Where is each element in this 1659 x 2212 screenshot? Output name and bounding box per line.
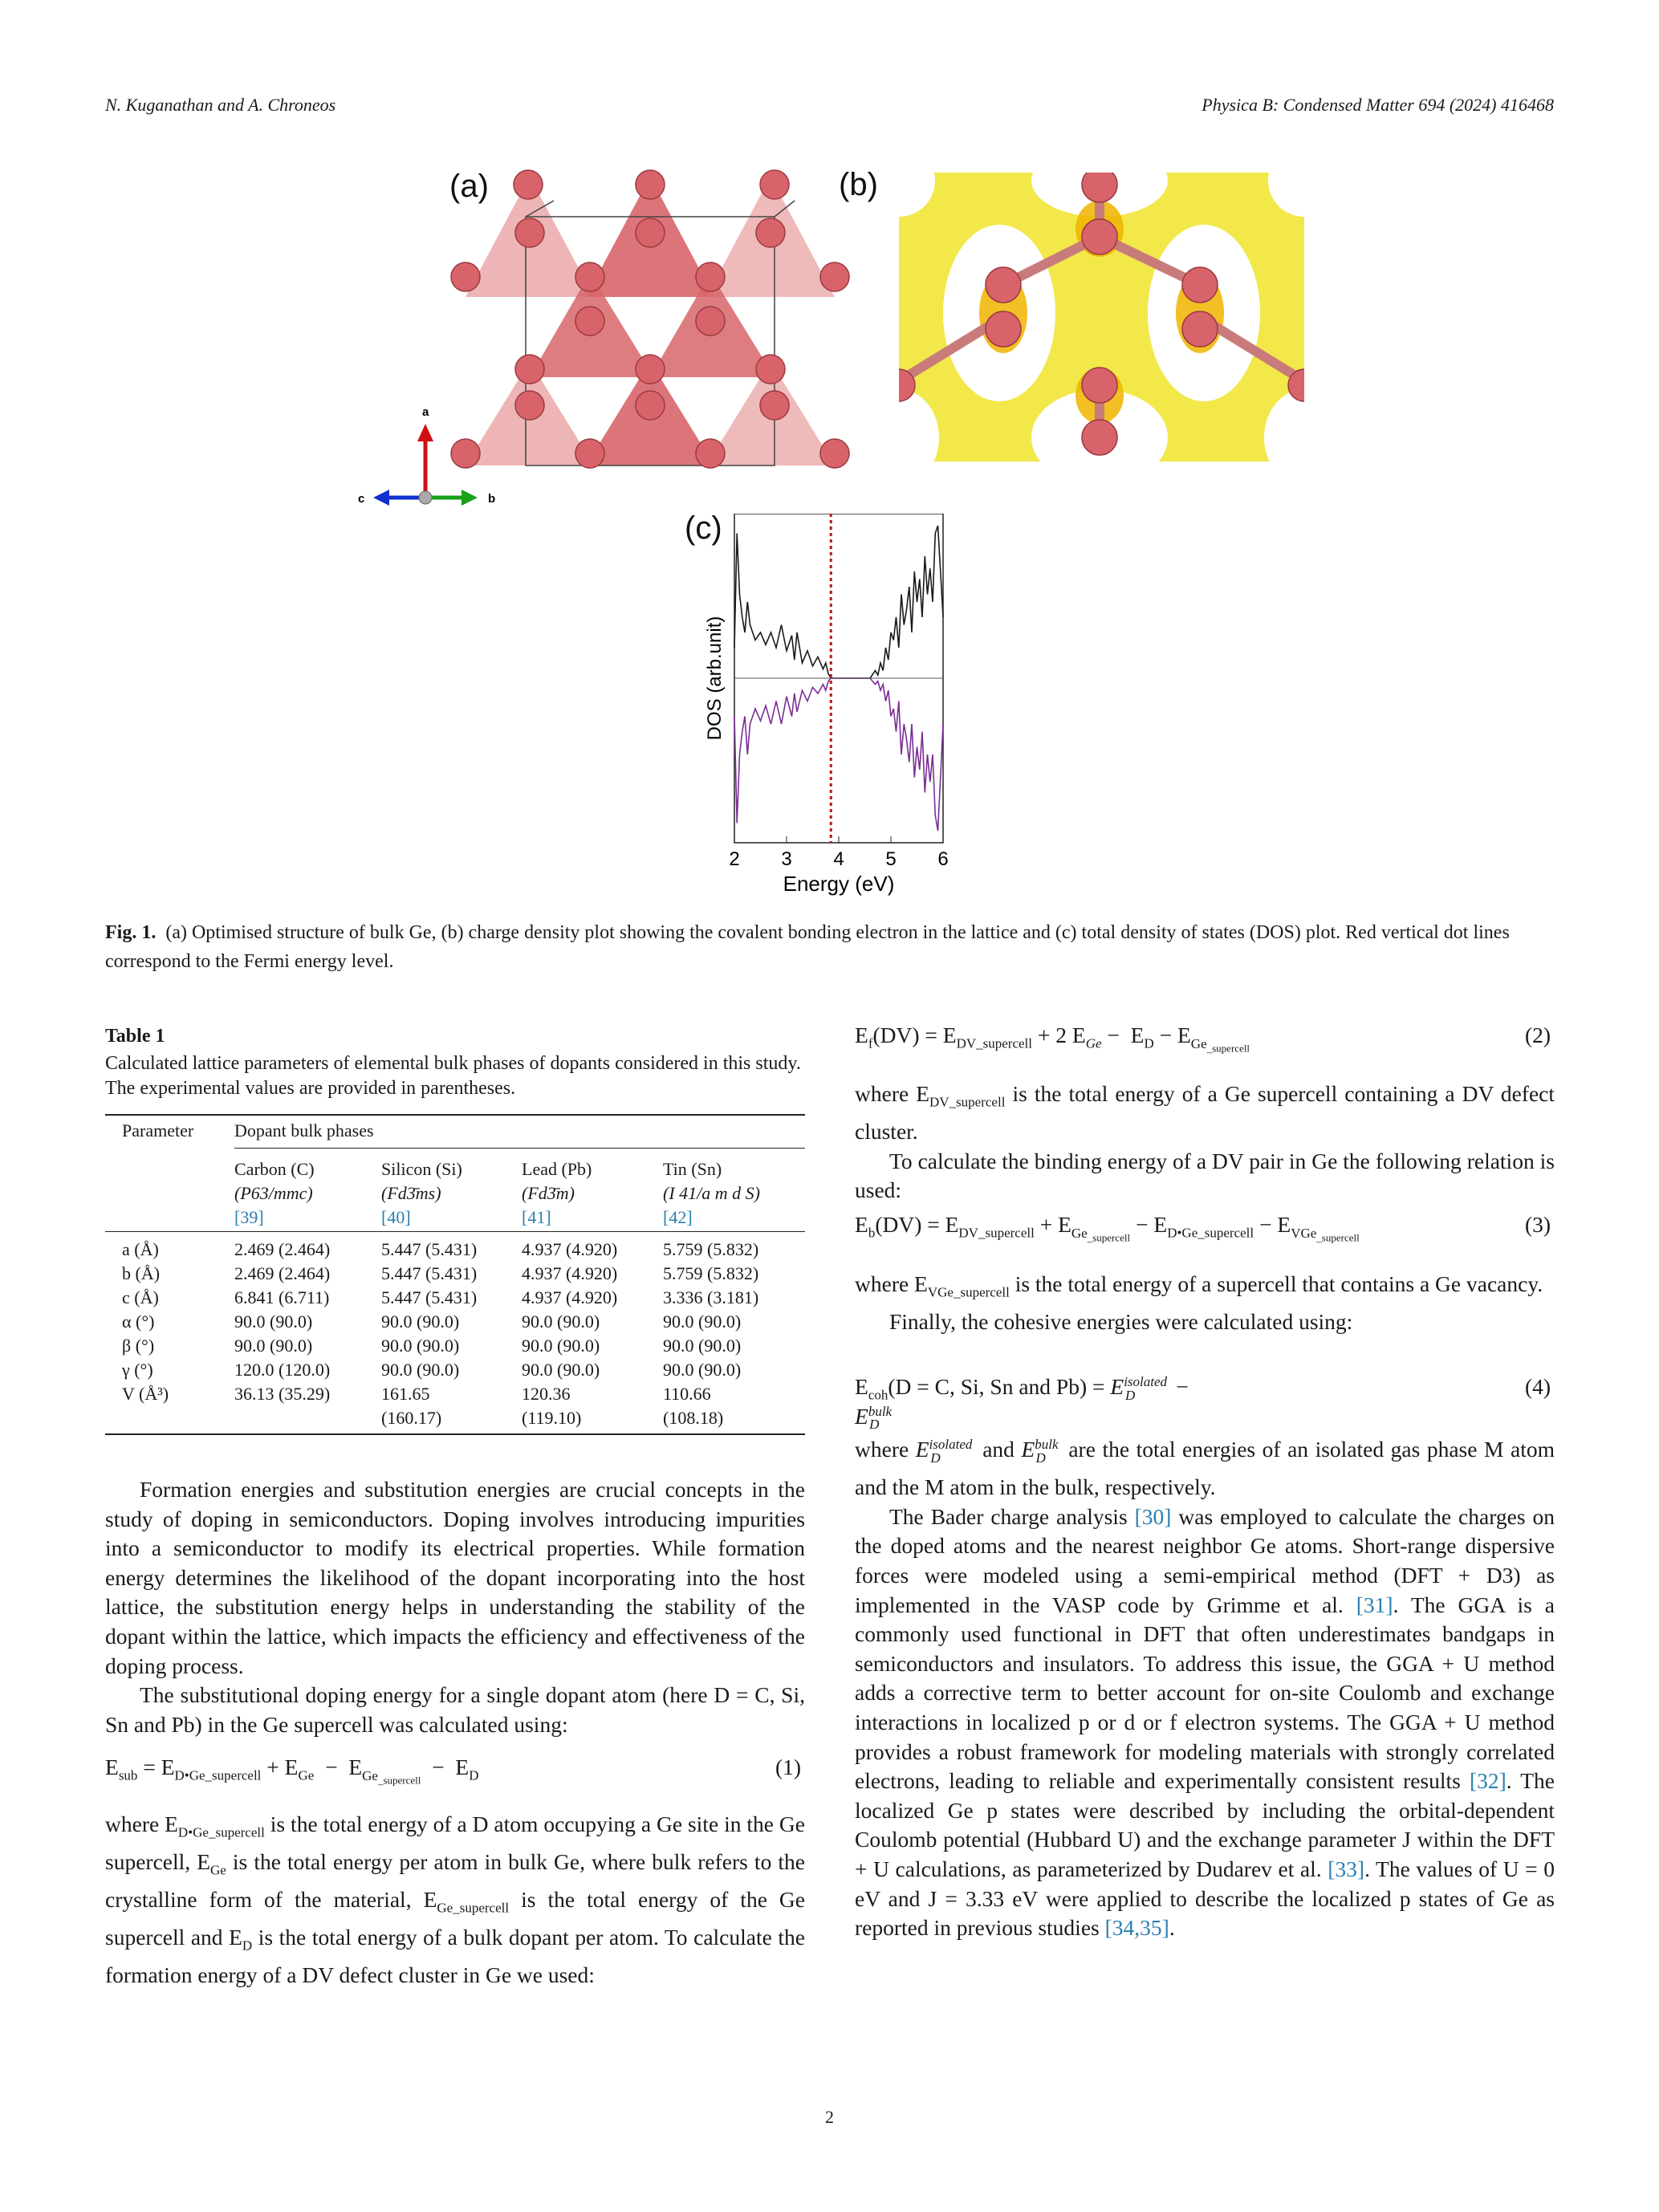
table-row-param: β (°) xyxy=(122,1336,155,1356)
text-span: where E xyxy=(855,1271,928,1296)
table-col-group-1: (Fd3̄ms) xyxy=(381,1183,441,1203)
equation-1-number: (1) xyxy=(775,1755,802,1779)
table-cell: 4.937 (4.920) xyxy=(522,1239,618,1259)
paragraph-formation-energies: Formation energies and substitution energies are crucial concepts in the study of doping in semiconductors. Doping involves introducing impurities into a semiconductor to modify its electrical properties. While formation energy determines the likelihood of the dopant incorporating into the host lattice, the substitution energy helps in understanding the stability of the dopant within the lattice, which impacts the efficiency and effectiveness of the doping process. xyxy=(105,1477,805,1678)
paragraph-bader-gga xyxy=(855,1502,1555,1943)
paragraphs-eq3-to-eq4 xyxy=(855,1270,1555,1337)
caption-label: Fig. 1. xyxy=(105,922,157,943)
figure-caption xyxy=(105,918,1555,976)
table-cell: (160.17) xyxy=(381,1408,442,1428)
dos-spin-up-line xyxy=(734,526,943,678)
subscript: Ge xyxy=(210,1862,226,1878)
text-span: is the total energy per atom in bulk Ge, where bulk refers to the crystalline form of the material, E xyxy=(105,1849,805,1913)
table-group-header: Dopant bulk phases xyxy=(234,1120,374,1141)
running-header-authors: N. Kuganathan and A. Chroneos xyxy=(105,95,336,115)
dos-xlabel: Energy (eV) xyxy=(783,872,895,896)
table-col-name-1: Silicon (Si) xyxy=(381,1159,462,1179)
x-tick-label: 4 xyxy=(833,848,844,870)
table-row-param: b (Å) xyxy=(122,1263,161,1283)
table-cell: 90.0 (90.0) xyxy=(234,1311,313,1332)
text-span: where E xyxy=(855,1081,930,1106)
table-cell: 4.937 (4.920) xyxy=(522,1287,618,1307)
table-cell: 90.0 (90.0) xyxy=(663,1311,742,1332)
table-col-name-3: Tin (Sn) xyxy=(663,1159,722,1179)
table-row-param: c (Å) xyxy=(122,1287,159,1307)
table-cell: 2.469 (2.464) xyxy=(234,1239,331,1259)
table-row-param: α (°) xyxy=(122,1311,155,1332)
text-span: is the total energy of a D atom occupying a Ge site in the Ge supercell, E xyxy=(105,1811,805,1875)
table-cell: 6.841 (6.711) xyxy=(234,1287,330,1307)
table-cell: 90.0 (90.0) xyxy=(381,1336,460,1356)
table-cell: 5.447 (5.431) xyxy=(381,1287,478,1307)
table-col-group-2: (Fd3̄m) xyxy=(522,1183,575,1203)
page-number: 2 xyxy=(825,2107,834,2127)
dos-chart xyxy=(690,514,1076,899)
panel-a-label: (a) xyxy=(449,169,489,204)
table-col-ref-1[interactable]: [40] xyxy=(381,1207,411,1227)
caption-text: (a) Optimised structure of bulk Ge, (b) charge density plot showing the covalent bonding electron in the lattice and (c) total density of states (DOS) plot. Red vertical dot lines correspond to the Fermi energy level. xyxy=(105,922,1510,972)
table-cell: 90.0 (90.0) xyxy=(522,1336,600,1356)
table-cell: 5.447 (5.431) xyxy=(381,1239,478,1259)
table-cell: 90.0 (90.0) xyxy=(234,1336,313,1356)
citation-31[interactable]: [31] xyxy=(1356,1592,1393,1617)
table-cell: 36.13 (35.29) xyxy=(234,1384,331,1404)
x-tick-label: 6 xyxy=(937,848,949,870)
table-cell: 5.759 (5.832) xyxy=(663,1263,759,1283)
table-cell: 2.469 (2.464) xyxy=(234,1263,331,1283)
equation-3-number: (3) xyxy=(1525,1212,1551,1237)
text-span: is the total energy of the Ge supercell and E xyxy=(105,1887,805,1950)
citation-30[interactable]: [30] xyxy=(1134,1503,1172,1529)
x-tick-label: 2 xyxy=(729,848,740,870)
table-col-group-3: (I 41/a m d S) xyxy=(663,1183,760,1203)
table-cell: 4.937 (4.920) xyxy=(522,1263,618,1283)
table-row-param: γ (°) xyxy=(122,1360,153,1380)
paragraph-cohesive-intro: Finally, the cohesive energies were calculated using: xyxy=(889,1309,1353,1335)
subscript: DV_supercell xyxy=(929,1094,1006,1110)
text-span: are the total energies of an isolated gas phase M atom and the M atom in the bulk, respectively. xyxy=(855,1437,1555,1500)
table-row-param: V (Å³) xyxy=(122,1384,169,1404)
table-title: Table 1 xyxy=(105,1026,165,1047)
citation-34-35[interactable]: [34,35] xyxy=(1104,1915,1169,1941)
subscript: Ge_supercell xyxy=(437,1900,510,1916)
table-cell: (108.18) xyxy=(663,1408,724,1428)
subscript: D xyxy=(242,1938,253,1954)
table-cell: 90.0 (90.0) xyxy=(381,1311,460,1332)
table-col-name-2: Lead (Pb) xyxy=(522,1159,592,1179)
running-header-journal: Physica B: Condensed Matter 694 (2024) 416468 xyxy=(1202,95,1554,115)
paragraphs-eq2-to-eq3 xyxy=(855,1080,1555,1206)
axis-a-label: a xyxy=(422,405,429,419)
table-col-group-0: (P63/mmc) xyxy=(234,1183,313,1203)
panel-b-label: (b) xyxy=(839,167,878,202)
text-span: The Bader charge analysis xyxy=(889,1503,1135,1529)
text-span: . The GGA is a commonly used functional in DFT that often underestimates bandgaps in semiconductors and insulators. To address this issue, the GGA + U method adds a corrective term to better account for on-site Coulomb and exchange interactions in localized p or d or f electron systems. The GGA + U method provides a robust framework for modeling materials with strongly correlated electrons, leading to reliable and experimentally consistent results xyxy=(855,1592,1555,1794)
subscript: VGe_supercell xyxy=(927,1284,1010,1300)
table-cell: 110.66 xyxy=(663,1384,711,1404)
table-cell: 5.447 (5.431) xyxy=(381,1263,478,1283)
table-row-param: a (Å) xyxy=(122,1239,159,1259)
table-cell: 120.36 xyxy=(522,1384,571,1404)
text-span: was employed to calculate the charges on the doped atoms and the nearest neighbor Ge atoms. Short-range dispersive forces were modeled using a semi-empirical method (DFT + D3) as implemented in the VASP code by Grimme et al. xyxy=(855,1503,1555,1617)
table-col-ref-2[interactable]: [41] xyxy=(522,1207,551,1227)
table-cell: 5.759 (5.832) xyxy=(663,1239,759,1259)
equation-2-number: (2) xyxy=(1525,1023,1551,1047)
table-cell: 90.0 (90.0) xyxy=(522,1311,600,1332)
citation-33[interactable]: [33] xyxy=(1328,1856,1365,1881)
paragraphs-after-eq4: where $E^{isolated}_D$ and $E^{bulk}_D$ are the total energies of an isolated gas phase M atom and the M atom in the bulk, respectively. The Bader charge analysis [30] was employed to calculate the charges on the doped atoms and the nearest neighbor Ge atoms. Short-range dispersive forces were modeled using a semi-empirical method (DFT + D3) as implemented in the VASP code by Grimme et al. [31]. The GGA is a commonly used functional in DFT that often underestimates bandgaps in semiconductors and insulators. To address this issue, the GGA + U method adds a corrective term to better account for on-site Coulomb and exchange interactions in localized p or d or f electron systems. The GGA + U method provides a robust framework for modeling materials with strongly correlated electrons, leading to reliable and experimentally consistent results [32]. The localized Ge p states were described by including the orbital-dependent Coulomb potential (Hubbard U) and the exchange parameter J within the DFT + U calculations, as parameterized by Dudarev et al. [33]. The values of U = 0 eV and J = 3.33 eV were applied to describe the localized p states of Ge as reported in previous studies [34,35]. xyxy=(855,1430,1555,1943)
text-span: where E xyxy=(105,1811,178,1836)
text-span: . xyxy=(1169,1915,1175,1941)
citation-32[interactable]: [32] xyxy=(1469,1768,1507,1794)
table-cell: 90.0 (90.0) xyxy=(663,1360,742,1380)
table-cell: 90.0 (90.0) xyxy=(663,1336,742,1356)
paragraph-substitutional-intro: The substitutional doping energy for a single dopant atom (here D = C, Si, Sn and Pb) in the Ge supercell was calculated using: xyxy=(105,1682,805,1737)
left-paragraphs xyxy=(105,1475,805,1739)
table-header-rule xyxy=(105,1231,805,1232)
table-cell: 120.0 (120.0) xyxy=(234,1360,331,1380)
figure-panel-a-structure xyxy=(345,161,875,522)
table-col-ref-0[interactable]: [39] xyxy=(234,1207,264,1227)
equation-2: $E_f(DV) = E_{DV\_supercell} + 2$ $E_{Ge} - E_D - E_{Ge_{\_supercell}}$ xyxy=(855,1023,1250,1054)
equation-1: $E_{sub} = E_{D•Ge\_supercell} + E_{Ge} - E_{Ge_{\_supercell}} - E_D$ xyxy=(105,1755,479,1786)
table-top-rule xyxy=(105,1114,805,1116)
dos-x-ticks xyxy=(729,836,948,870)
text-span: and xyxy=(975,1437,1022,1462)
table-cell: (119.10) xyxy=(522,1408,582,1428)
equation-4-number: (4) xyxy=(1525,1374,1551,1399)
dos-spin-down-line xyxy=(734,678,943,831)
x-tick-label: 5 xyxy=(885,848,897,870)
equation-4: $E_{coh}(D = C$, Si, Sn and $Pb) = E^{isolated}_D - E^{bulk}_D$ xyxy=(855,1374,1189,1433)
paragraph-binding-energy: To calculate the binding energy of a DV pair in Ge the following relation is used: xyxy=(855,1148,1555,1203)
table-cell: 161.65 xyxy=(381,1384,430,1404)
paragraph-eq1-definitions xyxy=(105,1810,805,1990)
table-cell: 90.0 (90.0) xyxy=(381,1360,460,1380)
x-tick-label: 3 xyxy=(781,848,792,870)
text-span: . The values of U = 0 eV and J = 3.33 eV were applied to describe the localized p states of Ge as reported in previous studies xyxy=(855,1856,1555,1941)
table-col-name-0: Carbon (C) xyxy=(234,1159,315,1179)
text-span: is the total energy of a Ge supercell containing a DV defect cluster. xyxy=(855,1081,1555,1145)
table-cell: 3.336 (3.181) xyxy=(663,1287,759,1307)
table-group-rule xyxy=(234,1148,805,1149)
table-bottom-rule xyxy=(105,1433,805,1435)
text-span: is the total energy of a supercell that contains a Ge vacancy. xyxy=(1009,1271,1543,1296)
dos-ylabel: DOS (arb.unit) xyxy=(704,616,726,741)
text-span: . The localized Ge p states were described by including the orbital-dependent Coulomb potential (Hubbard U) and the exchange parameter J within the DFT + U calculations, as parameterized by Dudarev et al. xyxy=(855,1768,1555,1881)
table-param-header: Parameter xyxy=(122,1120,194,1141)
figure-panel-b-charge-density xyxy=(899,173,1304,462)
table-caption: Calculated lattice parameters of elemental bulk phases of dopants considered in this study. The experimental values are provided in parentheses. xyxy=(105,1053,801,1099)
axis-c-label: c xyxy=(358,492,365,506)
table-col-ref-3[interactable]: [42] xyxy=(663,1207,693,1227)
axis-b-label: b xyxy=(488,492,496,506)
text-span: is the total energy of a bulk dopant per atom. To calculate the formation energy of a DV defect cluster in Ge we used: xyxy=(105,1925,805,1988)
table-cell: 90.0 (90.0) xyxy=(522,1360,600,1380)
subscript: D•Ge_supercell xyxy=(177,1824,265,1840)
panel-c-label: (c) xyxy=(685,510,722,546)
text-span: where xyxy=(855,1437,916,1462)
equation-3: $E_b(DV) = E_{DV\_supercell} + E_{Ge_{\_supercell}} - E_{D•Ge\_supercell} - E_{VGe_{\_supercell}}$ xyxy=(855,1212,1360,1243)
